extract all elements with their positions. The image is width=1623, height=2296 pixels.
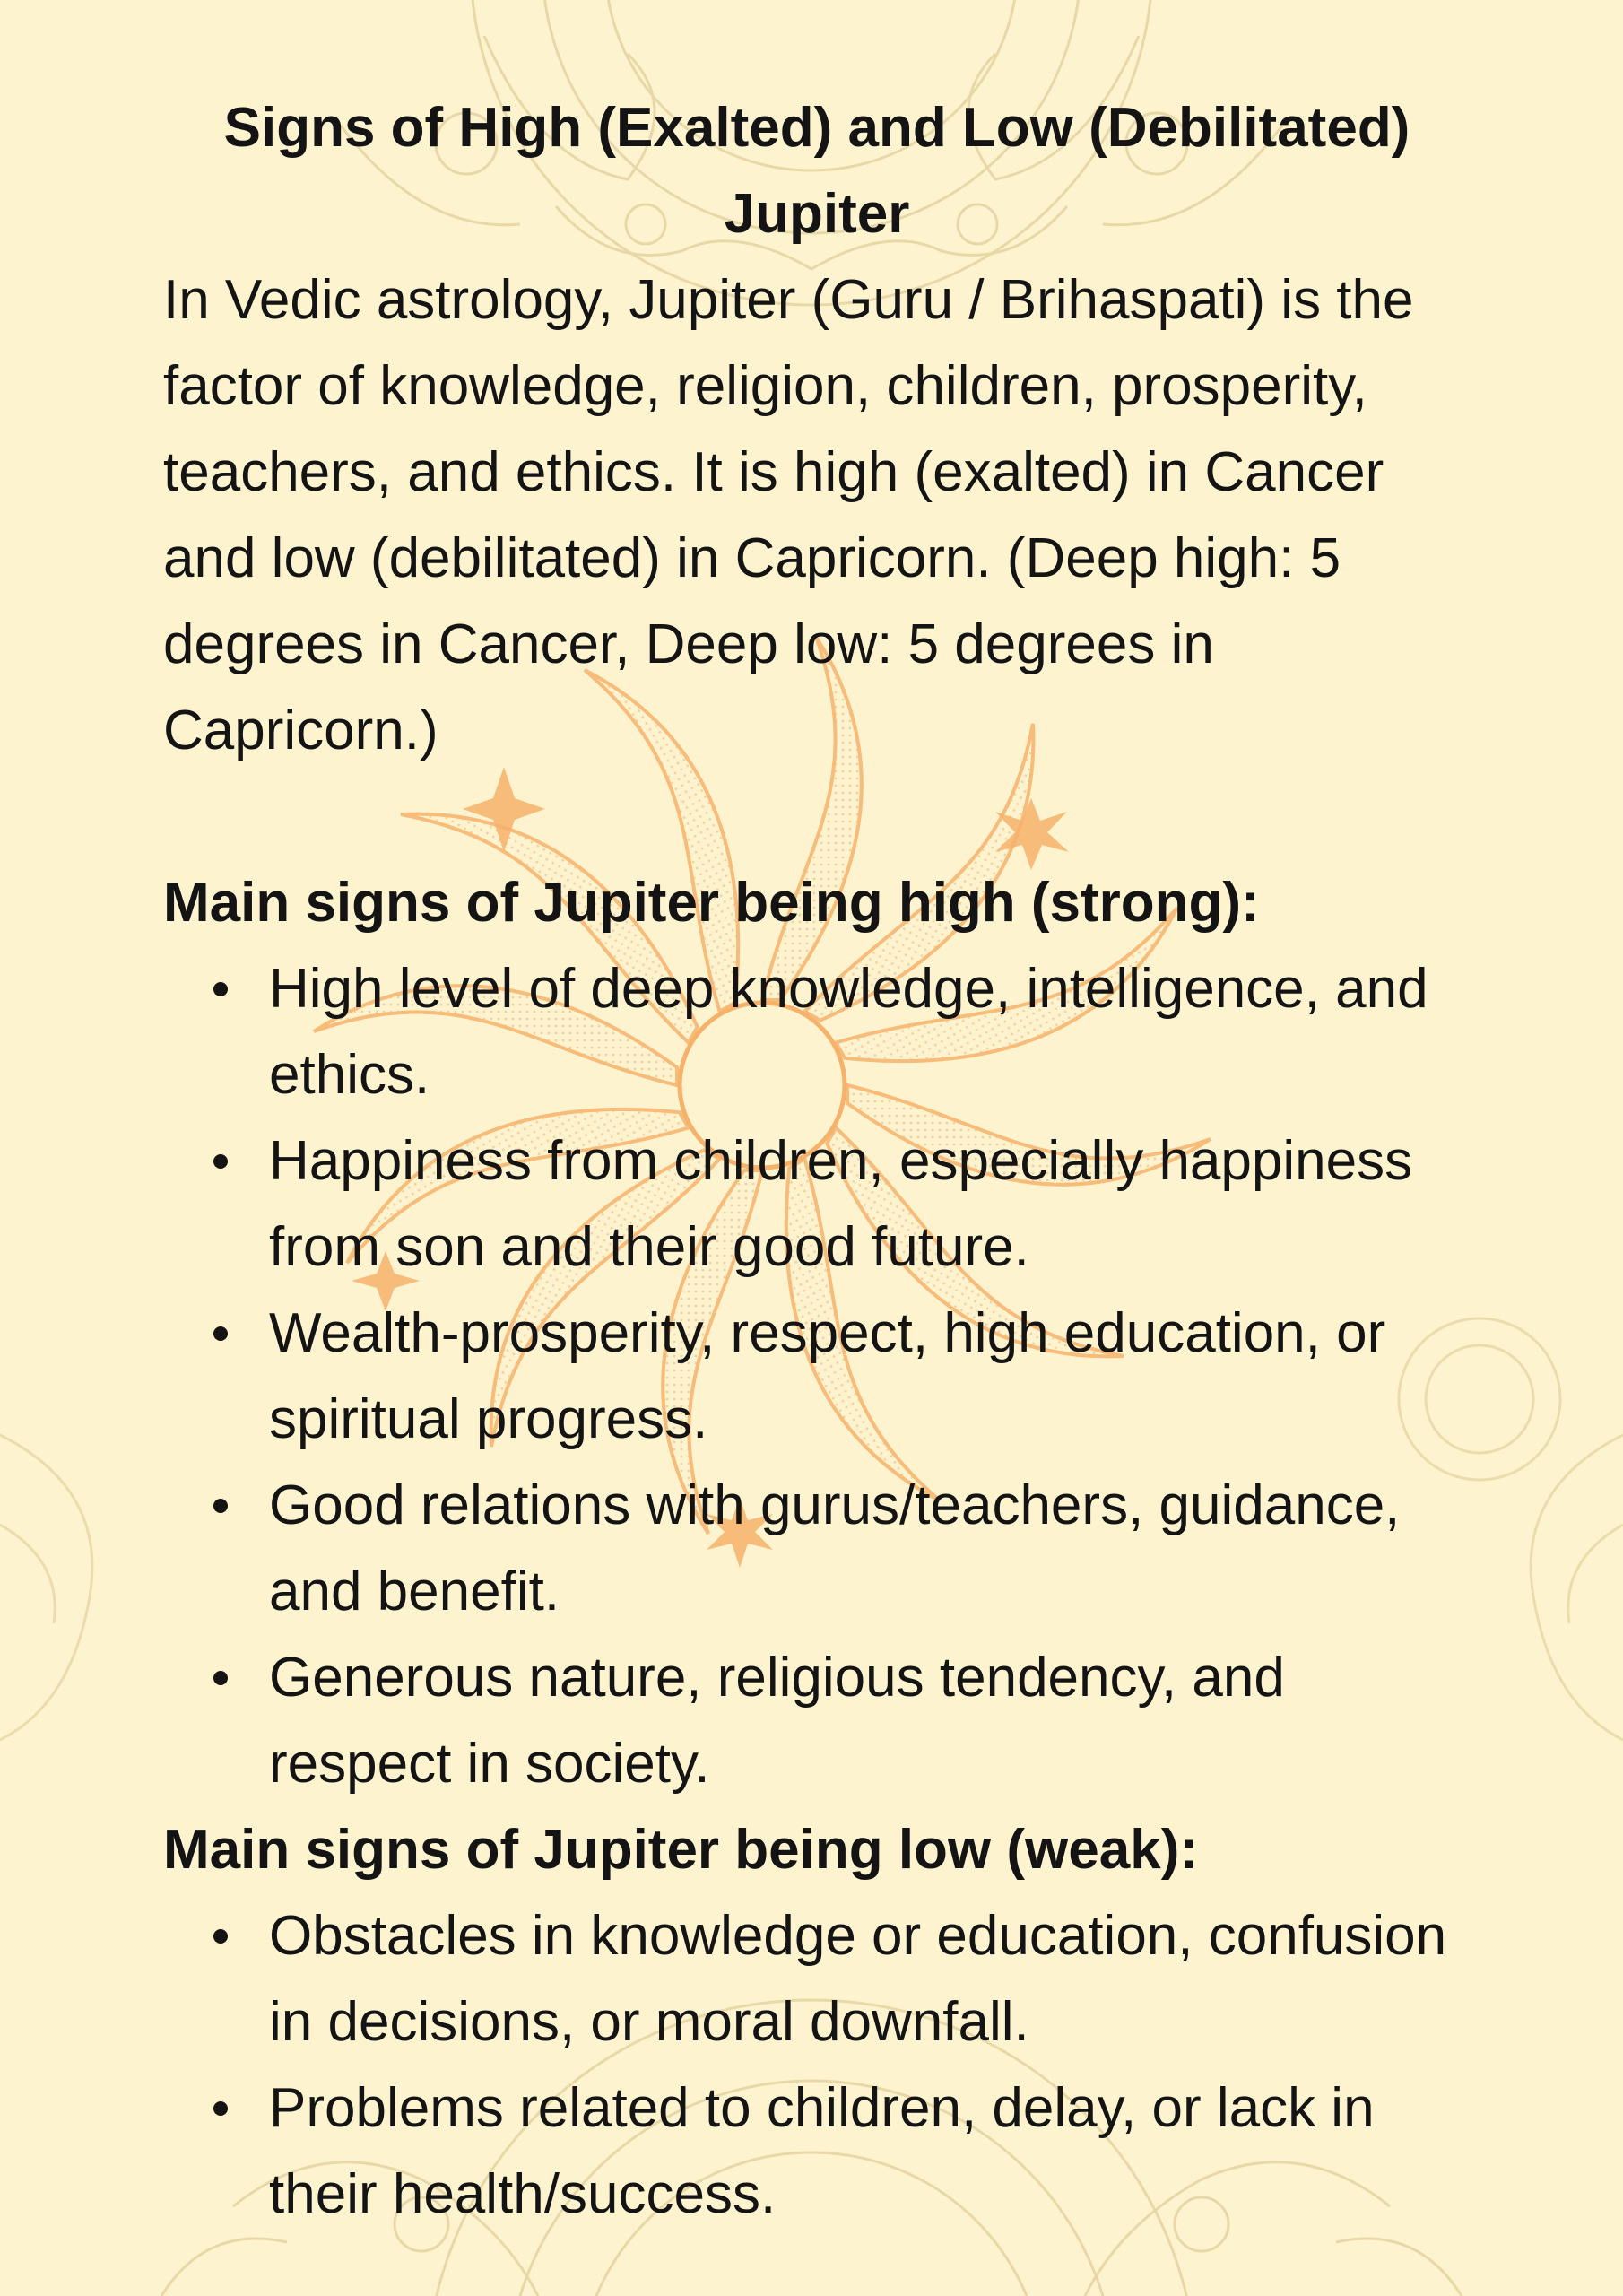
article	[163, 85, 1454, 2238]
list-item	[163, 1291, 1454, 1463]
bullet-icon	[213, 1154, 228, 1169]
list-item-text: Generous nature, religious tendency, and respect in society.	[269, 1647, 1285, 1795]
high-section-heading: Main signs of Jupiter being high (strong):	[163, 872, 1260, 934]
list-item-text: Happiness from children, especially happiness from son and their good future.	[269, 1130, 1413, 1278]
intro-paragraph: In Vedic astrology, Jupiter (Guru / Brihaspati) is the factor of knowledge, religion, children, prosperity, teachers, and ethics. It is high (exalted) in Cancer and low (debilitated) in Capricorn. (Deep high: 5 degrees in Cancer, Deep low: 5 degrees in Capricorn.)	[163, 269, 1414, 761]
list-item	[163, 1893, 1454, 2066]
page-title: Signs of High (Exalted) and Low (Debilitated) Jupiter	[223, 97, 1410, 245]
list-item-text: Wealth-prosperity, respect, high education, or spiritual progress.	[269, 1302, 1386, 1450]
list-item-text: Problems related to children, delay, or lack in their health/success.	[269, 2077, 1375, 2225]
bullet-icon	[213, 982, 228, 996]
list-item	[163, 2066, 1454, 2238]
high-signs-list	[163, 946, 1454, 1807]
spacer	[163, 774, 1454, 860]
bullet-icon	[213, 1499, 228, 1513]
list-item-text: Good relations with gurus/teachers, guidance, and benefit.	[269, 1474, 1401, 1622]
bullet-icon	[213, 1671, 228, 1685]
list-item	[163, 1463, 1454, 1635]
bullet-icon	[213, 2101, 228, 2116]
list-item-text: High level of deep knowledge, intelligence, and ethics.	[269, 958, 1428, 1106]
bullet-icon	[213, 1929, 228, 1944]
bullet-icon	[213, 1326, 228, 1341]
list-item	[163, 1118, 1454, 1291]
list-item	[163, 946, 1454, 1118]
list-item-text: Obstacles in knowledge or education, confusion in decisions, or moral downfall.	[269, 1905, 1447, 2053]
list-item	[163, 1635, 1454, 1807]
low-signs-list	[163, 1893, 1454, 2238]
low-section-heading: Main signs of Jupiter being low (weak):	[163, 1819, 1198, 1881]
